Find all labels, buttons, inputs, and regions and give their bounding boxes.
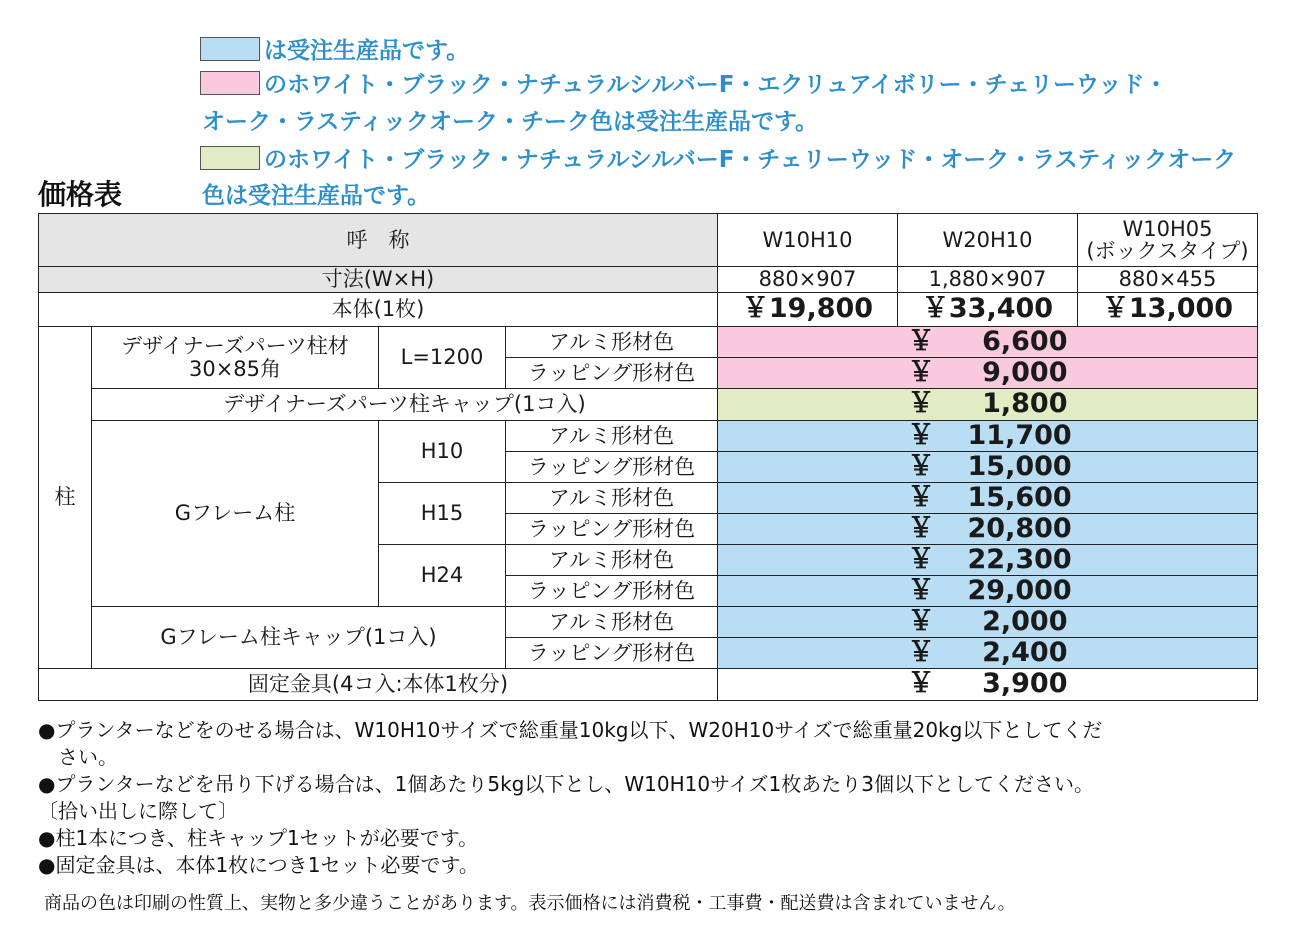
price-cell xyxy=(718,389,1258,421)
price-amount: 22,300 xyxy=(967,543,1072,575)
yen-sign: ￥ xyxy=(907,512,935,544)
height-label: H24 xyxy=(379,545,506,607)
designer-cap-label: デザイナーズパーツ柱キャップ(1コ入) xyxy=(92,389,718,421)
price-amount: 15,000 xyxy=(967,450,1072,482)
price-cell xyxy=(718,545,1258,576)
price-amount: 20,800 xyxy=(967,512,1072,544)
legend-text: のホワイト・ブラック・ナチュラルシルバーF・チェリーウッド・オーク・ラスティックオーク xyxy=(264,147,1237,173)
color-label: ラッピング形材色 xyxy=(506,452,718,483)
name-header: 呼 称 xyxy=(39,214,718,267)
price-amount: 2,000 xyxy=(982,605,1068,637)
yen-sign: ￥ xyxy=(907,356,935,388)
legend-swatch-green xyxy=(200,146,260,170)
legend-swatch-pink xyxy=(200,71,260,95)
color-label: アルミ形材色 xyxy=(506,421,718,452)
note-line: ●柱1本につき、柱キャップ1セットが必要です。 xyxy=(38,826,479,850)
dimension-value: 880×907 xyxy=(718,267,898,293)
table-row xyxy=(39,389,1258,421)
gframe-post-label: Gフレーム柱 xyxy=(92,421,379,607)
table-row xyxy=(39,214,1258,267)
legend-text: は受注生産品です。 xyxy=(264,38,470,64)
yen-sign: ￥ xyxy=(907,605,935,637)
column-header: W10H10 xyxy=(718,214,898,267)
fixture-label: 固定金具(4コ入:本体1枚分) xyxy=(39,669,718,701)
price-cell xyxy=(718,638,1258,669)
body-price: ￥33,400 xyxy=(898,293,1078,327)
legend-made-to-order-pink xyxy=(200,66,1168,99)
price-cell xyxy=(718,452,1258,483)
price-amount: 11,700 xyxy=(967,419,1072,451)
yen-sign: ￥ xyxy=(907,419,935,451)
yen-sign: ￥ xyxy=(907,543,935,575)
column-header: W20H10 xyxy=(898,214,1078,267)
color-label: アルミ形材色 xyxy=(506,483,718,514)
price-amount: 9,000 xyxy=(982,356,1068,388)
table-row xyxy=(39,327,1258,358)
designer-post-size: 30×85角 xyxy=(188,356,282,381)
price-cell xyxy=(718,483,1258,514)
column-name: W10H05 xyxy=(1122,216,1213,241)
price-amount: 15,600 xyxy=(967,481,1072,513)
note-line: さい。 xyxy=(38,745,118,769)
table-row xyxy=(39,421,1258,452)
color-label: ラッピング形材色 xyxy=(506,514,718,545)
designer-post-name: デザイナーズパーツ柱材 xyxy=(121,334,349,359)
table-row xyxy=(39,293,1258,327)
yen-sign: ￥ xyxy=(907,668,935,700)
color-label: アルミ形材色 xyxy=(506,545,718,576)
yen-sign: ￥ xyxy=(907,450,935,482)
price-cell xyxy=(718,514,1258,545)
price-cell xyxy=(718,327,1258,358)
dimension-value: 880×455 xyxy=(1078,267,1258,293)
yen-sign: ￥ xyxy=(907,481,935,513)
column-header xyxy=(1078,214,1258,267)
yen-sign: ￥ xyxy=(907,636,935,668)
legend-made-to-order-green xyxy=(200,141,1236,174)
body-price: ￥19,800 xyxy=(718,293,898,327)
legend-made-to-order-blue xyxy=(200,32,469,65)
color-label: ラッピング形材色 xyxy=(506,638,718,669)
price-cell xyxy=(718,576,1258,607)
page-title: 価格表 xyxy=(38,178,123,211)
yen-sign: ￥ xyxy=(907,325,935,357)
table-row xyxy=(39,669,1258,701)
table-row xyxy=(39,607,1258,638)
price-cell xyxy=(718,421,1258,452)
length-label: L=1200 xyxy=(379,327,506,389)
height-label: H15 xyxy=(379,483,506,545)
legend-text-continued: 色は受注生産品です。 xyxy=(202,183,431,209)
price-cell xyxy=(718,607,1258,638)
price-amount: 6,600 xyxy=(982,325,1068,357)
price-cell xyxy=(718,358,1258,389)
height-label: H10 xyxy=(379,421,506,483)
disclaimer: 商品の色は印刷の性質上、実物と多少違うことがあります。表示価格には消費税・工事費・配送費は含まれていません。 xyxy=(44,893,1016,914)
body-price: ￥13,000 xyxy=(1078,293,1258,327)
table-row xyxy=(39,267,1258,293)
designer-post-label xyxy=(92,327,379,389)
note-line: ●プランターなどを吊り下げる場合は、1個あたり5kg以下とし、W10H10サイズ1枚あたり3個以下としてください。 xyxy=(38,772,1094,796)
color-label: アルミ形材色 xyxy=(506,607,718,638)
pillar-label: 柱 xyxy=(39,327,92,669)
color-label: アルミ形材色 xyxy=(506,327,718,358)
price-cell xyxy=(718,669,1258,701)
column-subname: (ボックスタイプ) xyxy=(1086,239,1249,263)
legend-text-continued: オーク・ラスティックオーク・チーク色は受注生産品です。 xyxy=(202,109,819,135)
dimension-value: 1,880×907 xyxy=(898,267,1078,293)
yen-sign: ￥ xyxy=(907,574,935,606)
dimension-label: 寸法(W×H) xyxy=(39,267,718,293)
yen-sign: ￥ xyxy=(907,388,935,420)
legend-swatch-blue xyxy=(200,37,260,61)
price-amount: 29,000 xyxy=(967,574,1072,606)
legend-text: のホワイト・ブラック・ナチュラルシルバーF・エクリュアイボリー・チェリーウッド・ xyxy=(264,72,1168,98)
note-line: 〔拾い出しに際して〕 xyxy=(38,799,238,823)
price-table xyxy=(38,213,1258,701)
price-amount: 3,900 xyxy=(982,668,1068,700)
color-label: ラッピング形材色 xyxy=(506,358,718,389)
notes xyxy=(38,717,1102,879)
note-line: ●固定金具は、本体1枚につき1セット必要です。 xyxy=(38,853,479,877)
body-label: 本体(1枚) xyxy=(39,293,718,327)
price-amount: 1,800 xyxy=(982,388,1068,420)
note-line: ●プランターなどをのせる場合は、W10H10サイズで総重量10kg以下、W20H10サイズで総重量20kg以下としてくだ xyxy=(38,718,1103,742)
color-label: ラッピング形材色 xyxy=(506,576,718,607)
price-amount: 2,400 xyxy=(982,636,1068,668)
gframe-cap-label: Gフレーム柱キャップ(1コ入) xyxy=(92,607,506,669)
